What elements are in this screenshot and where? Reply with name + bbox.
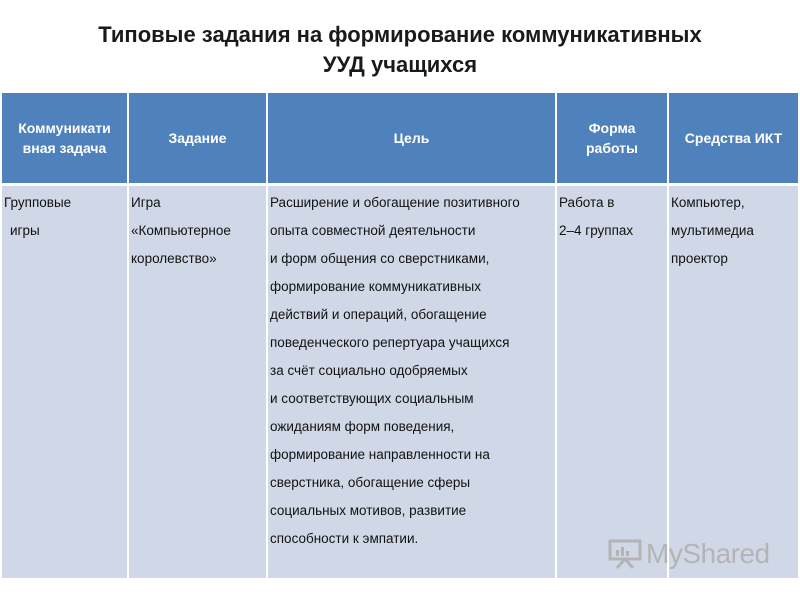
watermark-text: MyShared xyxy=(646,538,770,569)
cell-line: мультимедиа xyxy=(671,223,754,238)
header-line: работы xyxy=(585,140,638,156)
cell-line: и форм общения со сверстниками, xyxy=(270,251,490,266)
cell-line: игры xyxy=(10,223,40,238)
header-communicative-task xyxy=(2,93,128,185)
header-line: Задание xyxy=(168,130,227,146)
header-work-form xyxy=(556,93,668,185)
cell-work-form xyxy=(556,185,668,579)
header-assignment xyxy=(128,93,267,185)
table-header-row xyxy=(2,93,798,185)
cell-line: способности к эмпатии. xyxy=(270,531,419,546)
cell-line: Работа в xyxy=(559,195,615,210)
cell-line: опыта совместной деятельности xyxy=(270,223,476,238)
cell-line: Игра xyxy=(131,195,161,210)
cell-line: поведенческого репертуара учащихся xyxy=(270,335,510,350)
cell-line: королевство» xyxy=(131,251,217,266)
cell-line: действий и операций, обогащение xyxy=(270,307,487,322)
header-line: Коммуникати xyxy=(18,120,111,136)
slide-title xyxy=(0,20,800,80)
header-line: Цель xyxy=(393,130,430,146)
header-ict-tools xyxy=(668,93,798,185)
cell-line: формирование коммуникативных xyxy=(270,279,481,294)
watermark xyxy=(608,538,770,570)
cell-line: за счёт социально одобряемых xyxy=(270,363,468,378)
cell-line: Групповые xyxy=(4,195,72,210)
header-line: вная задача xyxy=(22,140,107,156)
header-line: Средства ИКТ xyxy=(684,130,783,146)
cell-line: ожиданиям форм поведения, xyxy=(270,419,455,434)
slide-title-line-1: Типовые задания на формирование коммуникативных xyxy=(98,22,702,47)
tasks-table xyxy=(2,93,798,578)
cell-line: социальных мотивов, развитие xyxy=(270,503,467,518)
cell-ict-tools xyxy=(668,185,798,579)
cell-line: Расширение и обогащение позитивного xyxy=(270,195,520,210)
cell-goal xyxy=(267,185,556,579)
cell-line: и соответствующих социальным xyxy=(270,391,474,406)
cell-line: Компьютер, xyxy=(671,195,745,210)
cell-line: «Компьютерное xyxy=(131,223,231,238)
header-line: Форма xyxy=(588,120,636,136)
cell-communicative-task xyxy=(2,185,128,579)
cell-line: формирование направленности на xyxy=(270,447,490,462)
header-goal xyxy=(267,93,556,185)
cell-line: проектор xyxy=(671,251,728,266)
cell-assignment xyxy=(128,185,267,579)
cell-line: сверстника, обогащение сферы xyxy=(270,475,471,490)
slide-title-line-2: УУД учащихся xyxy=(322,52,478,77)
presentation-board-icon xyxy=(608,539,642,569)
cell-line: 2–4 группах xyxy=(559,223,634,238)
table-row xyxy=(2,185,798,579)
